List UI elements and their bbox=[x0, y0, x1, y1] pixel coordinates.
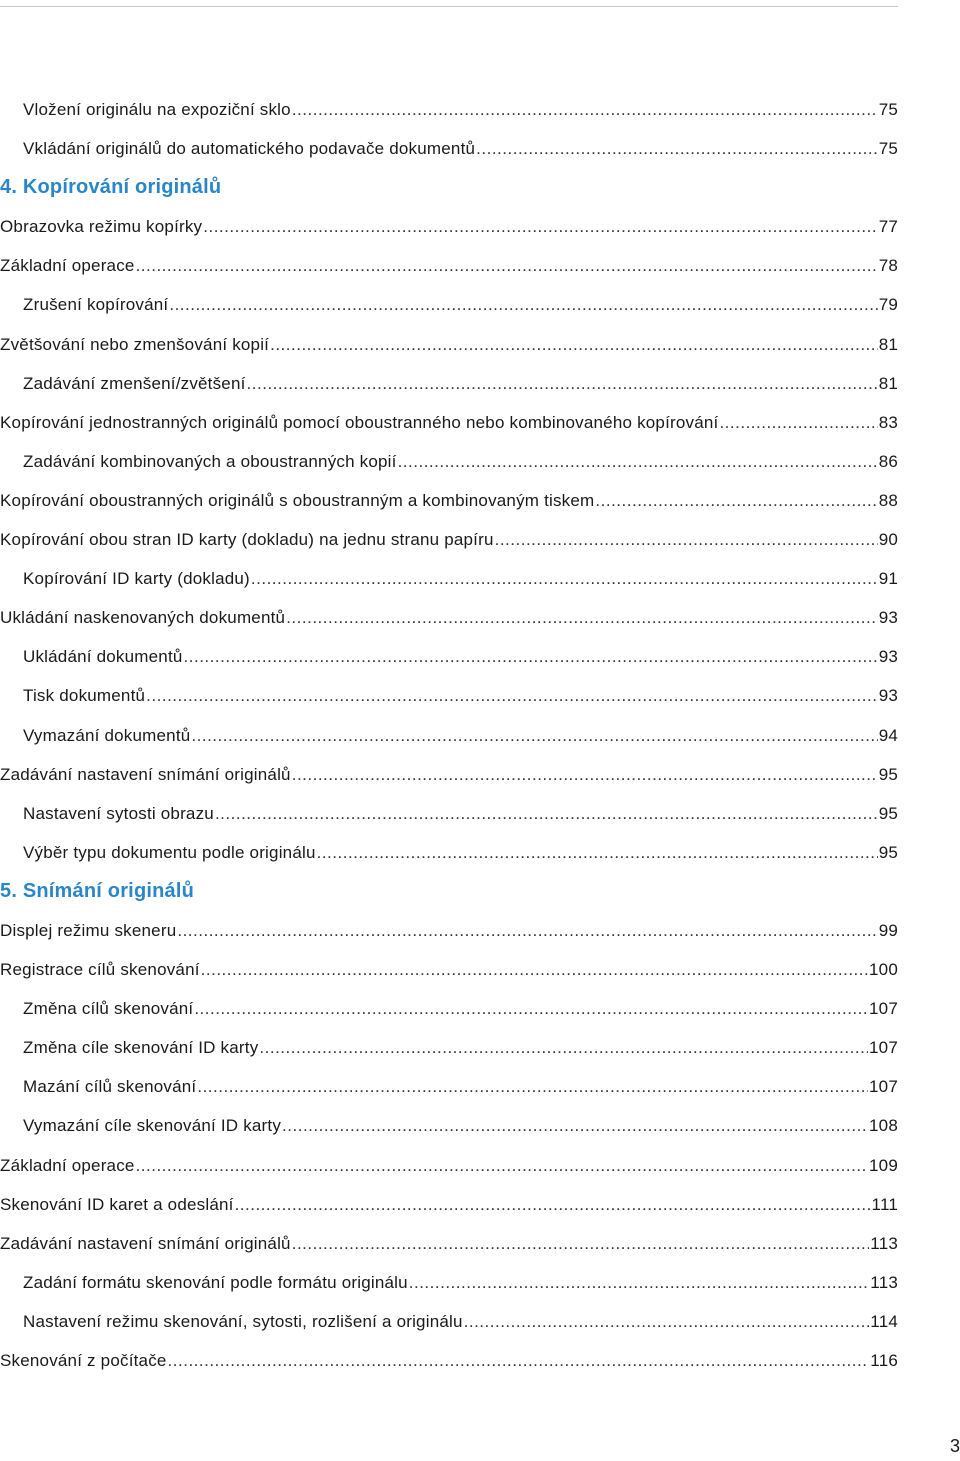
toc-entry-page: 93 bbox=[878, 686, 898, 706]
dot-leader bbox=[146, 676, 878, 715]
toc-entry-page: 77 bbox=[878, 217, 898, 237]
toc-entry-title: Základní operace bbox=[0, 256, 135, 276]
toc-entry-title: Ukládání dokumentů bbox=[23, 647, 183, 667]
toc-entry-page: 113 bbox=[870, 1233, 898, 1253]
toc-entry-page: 107 bbox=[869, 1038, 898, 1058]
toc-entry[interactable] bbox=[0, 598, 898, 637]
dot-leader bbox=[169, 285, 877, 324]
toc-entry-title: Vymazání cíle skenování ID karty bbox=[23, 1116, 282, 1136]
dot-leader bbox=[286, 598, 877, 637]
toc-entry-title: Tisk dokumentů bbox=[23, 686, 146, 706]
dot-leader bbox=[259, 1028, 868, 1067]
toc-entry-title: Zadávání nastavení snímání originálů bbox=[0, 764, 291, 784]
toc-entry[interactable] bbox=[0, 989, 898, 1028]
toc-entry-title: Kopírování obou stran ID karty (dokladu) na jednu stranu papíru bbox=[0, 530, 494, 550]
toc-entry-title: Mazání cílů skenování bbox=[23, 1077, 197, 1097]
toc-entry-title: Ukládání naskenovaných dokumentů bbox=[0, 608, 286, 628]
dot-leader bbox=[136, 246, 878, 285]
toc-entry-page: 81 bbox=[878, 373, 898, 393]
toc-entry-title: Nastavení režimu skenování, sytosti, rozlišení a originálu bbox=[23, 1311, 463, 1331]
toc-entry[interactable] bbox=[0, 285, 898, 324]
toc-chapter-heading[interactable] bbox=[0, 872, 898, 911]
toc-entry-title: Kopírování jednostranných originálů pomocí oboustranného nebo kombinovaného kopírování bbox=[0, 412, 719, 432]
toc-entry[interactable] bbox=[0, 129, 898, 168]
toc-entry[interactable] bbox=[0, 1028, 898, 1067]
toc-entry-page: 107 bbox=[869, 999, 898, 1019]
dot-leader bbox=[495, 520, 878, 559]
toc-entry-page: 116 bbox=[870, 1351, 898, 1370]
toc-entry-page: 88 bbox=[878, 490, 898, 510]
dot-leader bbox=[184, 637, 878, 676]
dot-leader bbox=[282, 1106, 868, 1145]
toc-entry[interactable] bbox=[0, 442, 898, 481]
toc-entry-title: Nastavení sytosti obrazu bbox=[23, 803, 214, 823]
toc-entry-title: Zadávání kombinovaných a oboustranných kopií bbox=[23, 451, 397, 471]
toc-entry[interactable] bbox=[0, 1146, 898, 1185]
toc-entry-page: 75 bbox=[878, 139, 898, 159]
toc-entry-page: 83 bbox=[878, 412, 898, 432]
toc-entry[interactable] bbox=[0, 1341, 898, 1380]
toc-entry-page: 86 bbox=[878, 451, 898, 471]
toc-entry[interactable] bbox=[0, 481, 898, 520]
dot-leader bbox=[136, 1146, 868, 1185]
toc-entry[interactable] bbox=[0, 246, 898, 285]
toc-entry[interactable] bbox=[0, 1106, 898, 1145]
toc-entry[interactable] bbox=[0, 1067, 898, 1106]
toc-entry-title: Vymazání dokumentů bbox=[23, 725, 191, 745]
toc-entry[interactable] bbox=[0, 520, 898, 559]
toc-entry-page: 99 bbox=[878, 920, 898, 940]
dot-leader bbox=[317, 833, 878, 872]
toc-entry-title: Zrušení kopírování bbox=[23, 295, 169, 315]
toc-entry-page: 95 bbox=[878, 803, 898, 823]
toc-entry-title: Zadávání zmenšení/zvětšení bbox=[23, 373, 246, 393]
page-number: 3 bbox=[949, 1436, 960, 1456]
dot-leader bbox=[191, 716, 877, 755]
header-rule bbox=[0, 6, 898, 7]
toc-entry-page: 90 bbox=[878, 530, 898, 550]
toc-entry[interactable] bbox=[0, 637, 898, 676]
toc-entry-page: 95 bbox=[878, 842, 898, 862]
toc-entry[interactable] bbox=[0, 90, 898, 129]
toc-entry[interactable] bbox=[0, 950, 898, 989]
dot-leader bbox=[595, 481, 877, 520]
toc-entry-page: 93 bbox=[878, 608, 898, 628]
toc-entry-page: 79 bbox=[878, 295, 898, 315]
dot-leader bbox=[201, 950, 868, 989]
toc-entry-title: Změna cílů skenování bbox=[23, 999, 194, 1019]
toc-entry-page: 95 bbox=[878, 764, 898, 784]
toc-entry-title: Obrazovka režimu kopírky bbox=[0, 217, 203, 237]
toc-entry-page: 81 bbox=[878, 334, 898, 354]
toc-entry[interactable] bbox=[0, 403, 898, 442]
dot-leader bbox=[270, 325, 878, 364]
toc-entry-page: 114 bbox=[870, 1311, 898, 1331]
toc-entry-page: 78 bbox=[878, 256, 898, 276]
toc-entry-title: Základní operace bbox=[0, 1155, 135, 1175]
dot-leader bbox=[235, 1185, 871, 1224]
toc-entry-page: 75 bbox=[878, 100, 898, 119]
chapter-title: 4. Kopírování originálů bbox=[0, 176, 222, 199]
dot-leader bbox=[215, 794, 878, 833]
dot-leader bbox=[251, 559, 878, 598]
toc-entry[interactable] bbox=[0, 1263, 898, 1302]
toc-entry-page: 107 bbox=[869, 1077, 898, 1097]
toc-entry-page: 100 bbox=[869, 960, 898, 980]
dot-leader bbox=[292, 755, 878, 794]
dot-leader bbox=[177, 911, 877, 950]
toc-entry[interactable] bbox=[0, 716, 898, 755]
toc-entry-title: Výběr typu dokumentu podle originálu bbox=[23, 842, 316, 862]
toc-entry-page: 111 bbox=[871, 1194, 898, 1214]
toc-entry-title: Kopírování ID karty (dokladu) bbox=[23, 569, 250, 589]
dot-leader bbox=[409, 1263, 870, 1302]
toc-entry-page: 93 bbox=[878, 647, 898, 667]
dot-leader bbox=[203, 207, 877, 246]
toc-entry-title: Zadání formátu skenování podle formátu originálu bbox=[23, 1272, 408, 1292]
toc-entry[interactable] bbox=[0, 1302, 898, 1341]
toc-entry[interactable] bbox=[0, 1224, 898, 1263]
dot-leader bbox=[398, 442, 878, 481]
toc-entry-title: Skenování z počítače bbox=[0, 1351, 167, 1370]
toc-entry-title: Kopírování oboustranných originálů s oboustranným a kombinovaným tiskem bbox=[0, 490, 595, 510]
toc-entry-title: Zadávání nastavení snímání originálů bbox=[0, 1233, 291, 1253]
dot-leader bbox=[719, 403, 877, 442]
chapter-title: 5. Snímání originálů bbox=[0, 879, 195, 902]
toc-entry-title: Změna cíle skenování ID karty bbox=[23, 1038, 259, 1058]
toc-entry-page: 113 bbox=[870, 1272, 898, 1292]
toc-entry[interactable] bbox=[0, 207, 898, 246]
toc-entry-page: 91 bbox=[878, 569, 898, 589]
table-of-contents bbox=[0, 90, 898, 1380]
toc-entry[interactable] bbox=[0, 755, 898, 794]
toc-entry[interactable] bbox=[0, 833, 898, 872]
toc-entry-page: 108 bbox=[869, 1116, 898, 1136]
toc-entry[interactable] bbox=[0, 364, 898, 403]
dot-leader bbox=[168, 1341, 870, 1380]
toc-entry-title: Registrace cílů skenování bbox=[0, 960, 200, 980]
toc-entry-title: Zvětšování nebo zmenšování kopií bbox=[0, 334, 270, 354]
dot-leader bbox=[194, 989, 868, 1028]
toc-entry-title: Displej režimu skeneru bbox=[0, 920, 177, 940]
toc-entry[interactable] bbox=[0, 1185, 898, 1224]
toc-entry[interactable] bbox=[0, 676, 898, 715]
toc-chapter-heading[interactable] bbox=[0, 168, 898, 207]
toc-entry[interactable] bbox=[0, 911, 898, 950]
toc-entry-title: Vložení originálu na expoziční sklo bbox=[23, 100, 291, 119]
toc-entry[interactable] bbox=[0, 559, 898, 598]
dot-leader bbox=[464, 1302, 870, 1341]
toc-entry[interactable] bbox=[0, 794, 898, 833]
toc-entry[interactable] bbox=[0, 325, 898, 364]
toc-entry-title: Vkládání originálů do automatického podavače dokumentů bbox=[23, 139, 476, 159]
dot-leader bbox=[292, 1224, 870, 1263]
toc-entry-page: 109 bbox=[869, 1155, 898, 1175]
dot-leader bbox=[476, 129, 878, 168]
toc-entry-page: 94 bbox=[878, 725, 898, 745]
dot-leader bbox=[197, 1067, 868, 1106]
toc-entry-title: Skenování ID karet a odeslání bbox=[0, 1194, 234, 1214]
dot-leader bbox=[247, 364, 878, 403]
dot-leader bbox=[292, 90, 878, 129]
